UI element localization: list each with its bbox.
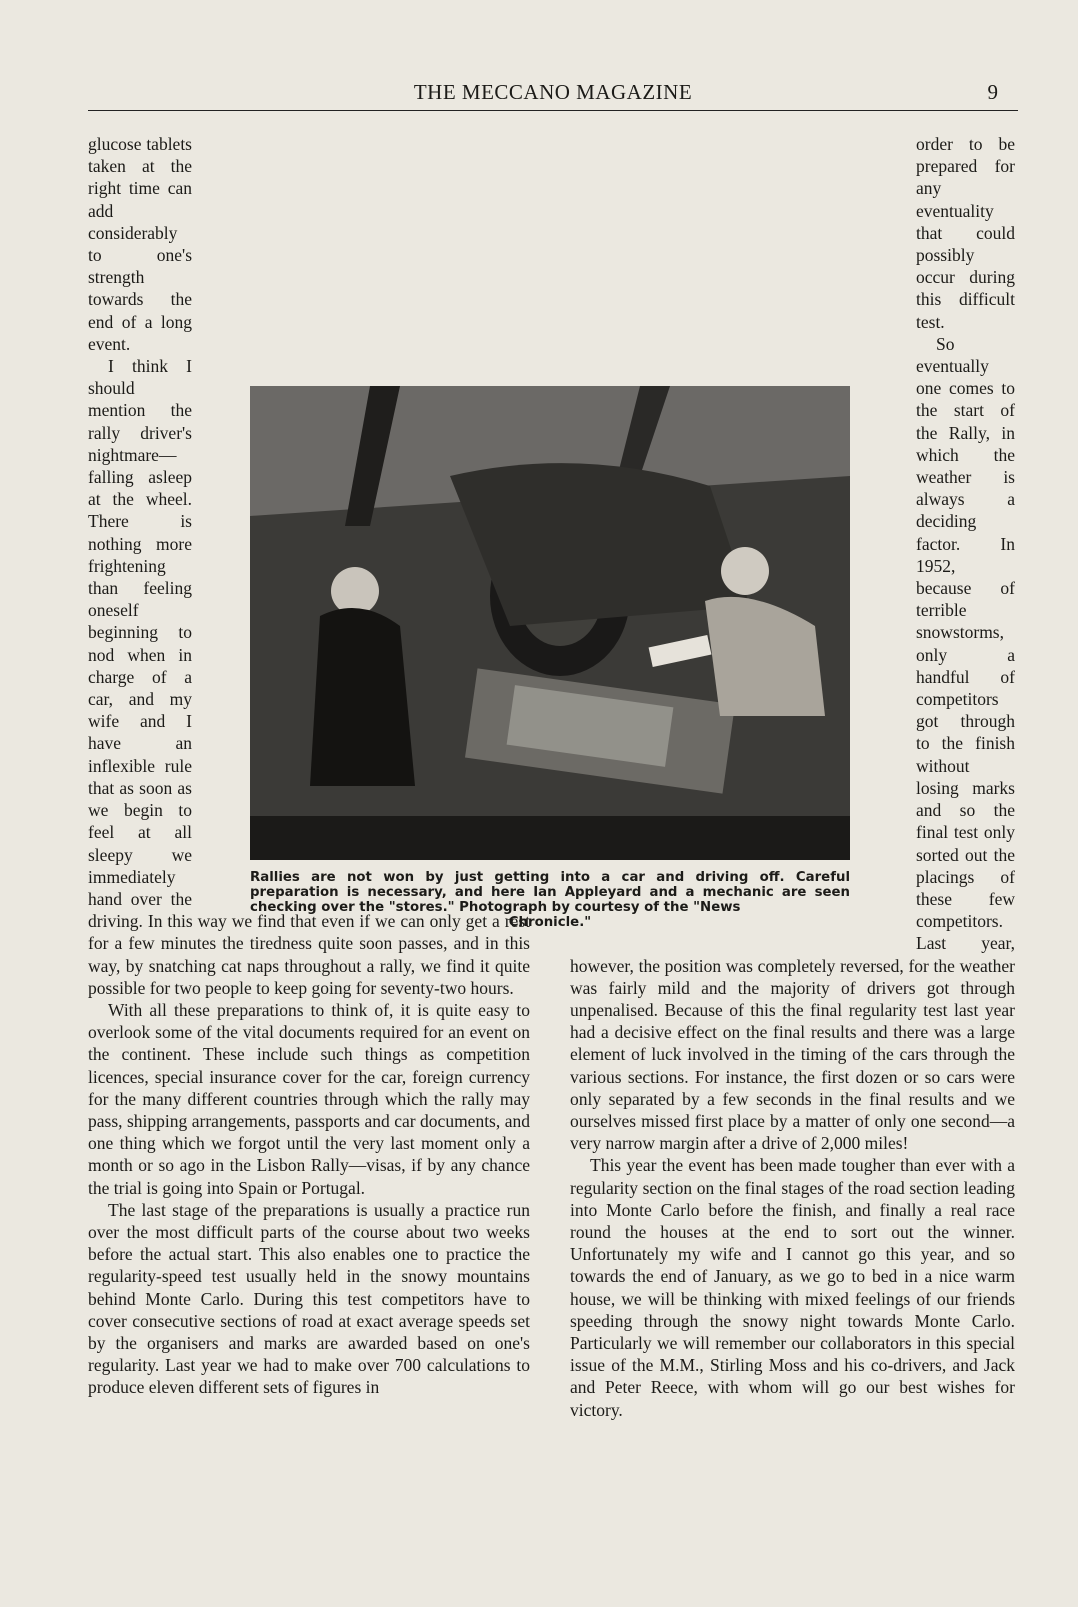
left-paragraph: glucose tablets taken at the right time can add considerably to one's strength towards the end of a long event. bbox=[88, 134, 192, 354]
left-paragraph: With all these preparations to think of, it is quite easy to overlook some of the vital documents required for an event on the continent. These include such things as competition licences, special insurance cover for the car, foreign currency for the many different countries through which the rally may pass, shipping arrangements, passports and car documents, and one thing which we forgot until the very last moment only a month or so ago in the Lisbon Rally—visas, if by any chance the trial is going into Spain or Portugal. bbox=[88, 999, 530, 1198]
magazine-title: THE MECCANO MAGAZINE bbox=[413, 80, 693, 104]
header-rule bbox=[88, 110, 1018, 111]
caption-text: Rallies are not won by just getting into a car and driving off. Careful preparation is necessary, and here Ian Appleyard and a mechanic are seen checking over the "stores." Photograph by courtesy of the "News bbox=[250, 870, 850, 915]
photo-caption bbox=[250, 870, 850, 930]
page-header bbox=[88, 78, 1018, 108]
page-number: 9 bbox=[987, 80, 998, 104]
right-paragraph: This year the event has been made tougher than ever with a regularity section on the final stages of the road section leading into Monte Carlo before the finish, and finally a real race round the houses at the end to sort out the winner. Unfortunately my wife and I cannot go this year, and so towards the end of January, as we go to bed in a nice warm house, we will be thinking with mixed feelings of our friends speeding through the snowy night towards Monte Carlo. Particularly we will remember our collaborators in this special issue of the M.M., Stirling Moss and his co-drivers, and Jack and Peter Reece, with whom will go our best wishes for victory. bbox=[570, 1155, 1015, 1420]
right-paragraph: So eventually one comes to the start of the Rally, in which the weather is always a deciding factor. In 1952, because of terrible snowstorms, only a handful of competitors got through to the finish without losing marks and so the final test only sorted out the placings of these few competitors. Last year, however, the position was completely reversed, for the weather was fairly mild and the majority of drivers got through unpenalised. Because of this the final regularity test last year had a decisive effect on the final results and there was a large element of luck involved in the timing of the cars through the various sections. For instance, the first dozen or so cars were only separated by a few seconds in the final results and we ourselves missed first place by a matter of only one second—a very narrow margin after a drive of 2,000 miles! bbox=[570, 333, 1015, 1154]
left-paragraph: The last stage of the preparations is usually a practice run over the most difficult parts of the course about two weeks before the actual start. This also enables one to practice the regularity-speed test usually held in the snowy mountains behind Monte Carlo. During this test competitors have to cover consecutive sections of road at exact average speeds set by the organisers and marks are awarded based on one's regularity. Last year we had to make over 700 calculations to produce eleven different sets of figures in bbox=[88, 1199, 530, 1398]
photo-illustration bbox=[250, 386, 850, 860]
caption-text-end: Chronicle." bbox=[508, 915, 592, 930]
right-paragraph: order to be prepared for any eventuality that could possibly occur during this difficult test. bbox=[916, 134, 1015, 332]
left-paragraph: I think I should mention the rally driver's nightmare—falling asleep at the wheel. There is nothing more frightening than feeling oneself beginning to nod when in charge of a car, and my wife and I have an inflexible rule that as soon as we begin to feel at all sleepy we immediately hand over the driving. In this way we find that even if we can only get a rest for a few minutes the tiredness quite soon passes, and in this way, by snatching cat naps throughout a rally, we find it quite possible for two people to keep going for seventy-two hours. bbox=[88, 356, 530, 998]
photo-image bbox=[250, 386, 850, 860]
